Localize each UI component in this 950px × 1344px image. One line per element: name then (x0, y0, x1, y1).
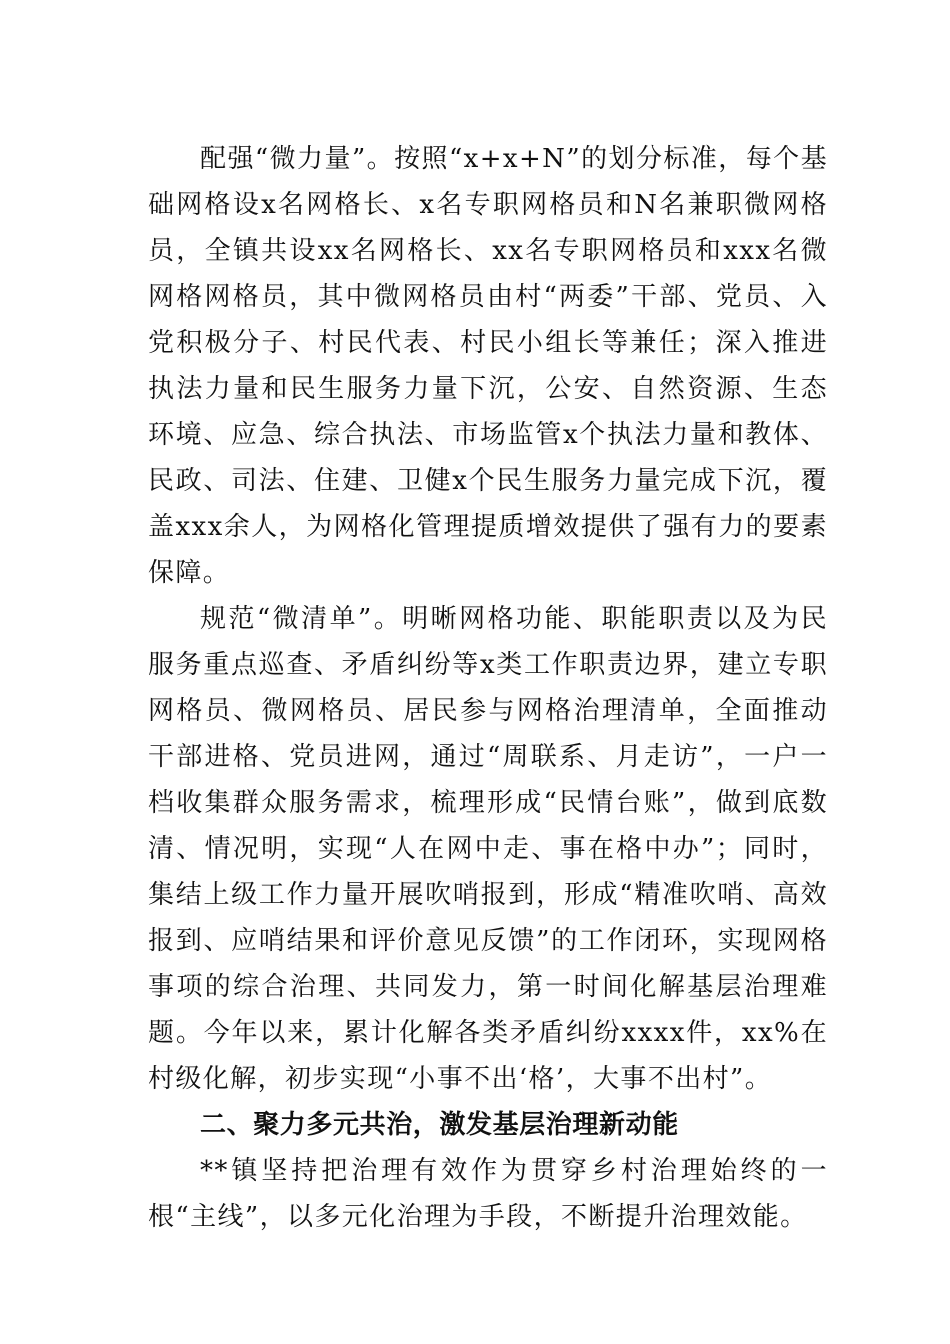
document-body (148, 136, 828, 1240)
paragraph-micro-list: 规范“微清单”。明晰网格功能、职能职责以及为民服务重点巡查、矛盾纠纷等x类工作职责边界，建立专职网格员、微网格员、居民参与网格治理清单，全面推动干部进格、党员进网，通过“周联系、月走访”，一户一档收集群众服务需求，梳理形成“民情台账”，做到底数清、情况明，实现“人在网中走、事在格中办”；同时，集结上级工作力量开展吹哨报到，形成“精准吹哨、高效报到、应哨结果和评价意见反馈”的工作闭环，实现网格事项的综合治理、共同发力，第一时间化解基层治理难题。今年以来，累计化解各类矛盾纠纷xxxx件，xx%在村级化解，初步实现“小事不出‘格’，大事不出村”。 (148, 604, 828, 1094)
paragraph-micro-force: 配强“微力量”。按照“x+x+N”的划分标准，每个基础网格设x名网格长、x名专职网格员和N名兼职微网格员，全镇共设xx名网格长、xx名专职网格员和xxx名微网格网格员，其中微网格员由村“两委”干部、党员、入党积极分子、村民代表、村民小组长等兼任；深入推进执法力量和民生服务力量下沉，公安、自然资源、生态环境、应急、综合执法、市场监管x个执法力量和教体、民政、司法、住建、卫健x个民生服务力量完成下沉，覆盖xxx余人，为网格化管理提质增效提供了强有力的要素保障。 (148, 144, 828, 588)
paragraph-main-line: **镇坚持把治理有效作为贯穿乡村治理始终的一根“主线”，以多元化治理为手段，不断提升治理效能。 (148, 1156, 828, 1232)
section-heading: 二、聚力多元共治，激发基层治理新动能 (200, 1110, 679, 1140)
